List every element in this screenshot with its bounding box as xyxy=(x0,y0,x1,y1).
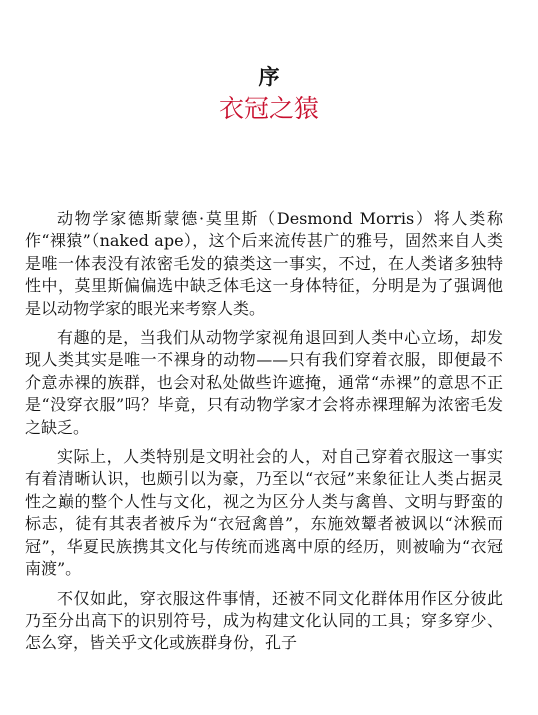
paragraph: 不仅如此，穿衣服这件事情，还被不同文化群体用作区分彼此乃至分出高下的识别符号，成为构建文化认同的工具；穿多穿少、怎么穿，皆关乎文化或族群身份，孔子 xyxy=(25,588,503,653)
paragraph: 动物学家德斯蒙德·莫里斯（Desmond Morris）将人类称作“裸猿”（naked ape），这个后来流传甚广的雅号，固然来自人类是唯一体表没有浓密毛发的猿类这一事实，不过，在人类诸多独特性中，莫里斯偏偏选中缺乏体毛这一身体特征，分明是为了强调他是以动物学家的眼光来考察人类。 xyxy=(25,209,503,318)
paragraph: 有趣的是，当我们从动物学家视角退回到人类中心立场，却发现人类其实是唯一不裸身的动物——只有我们穿着衣服，即便最不介意赤裸的族群，也会对私处做些许遮掩，通常“赤裸”的意思不正是“没穿衣服”吗？毕竟，只有动物学家才会将赤裸理解为浓密毛发之缺乏。 xyxy=(25,328,503,437)
preface-heading: 序 xyxy=(258,64,280,89)
body-text xyxy=(25,208,503,655)
chapter-title: 衣冠之猿 xyxy=(218,94,319,123)
paragraph: 实际上，人类特别是文明社会的人，对自己穿着衣服这一事实有着清晰认识，也颇引以为豪，乃至以“衣冠”来象征让人类占据灵性之巅的整个人性与文化，视之为区分人类与禽兽、文明与野蛮的标志，徒有其表者被斥为“衣冠禽兽”，东施效颦者被讽以“沐猴而冠”，华夏民族携其文化与传统而逃离中原的经历，则被喻为“衣冠南渡”。 xyxy=(25,447,503,579)
